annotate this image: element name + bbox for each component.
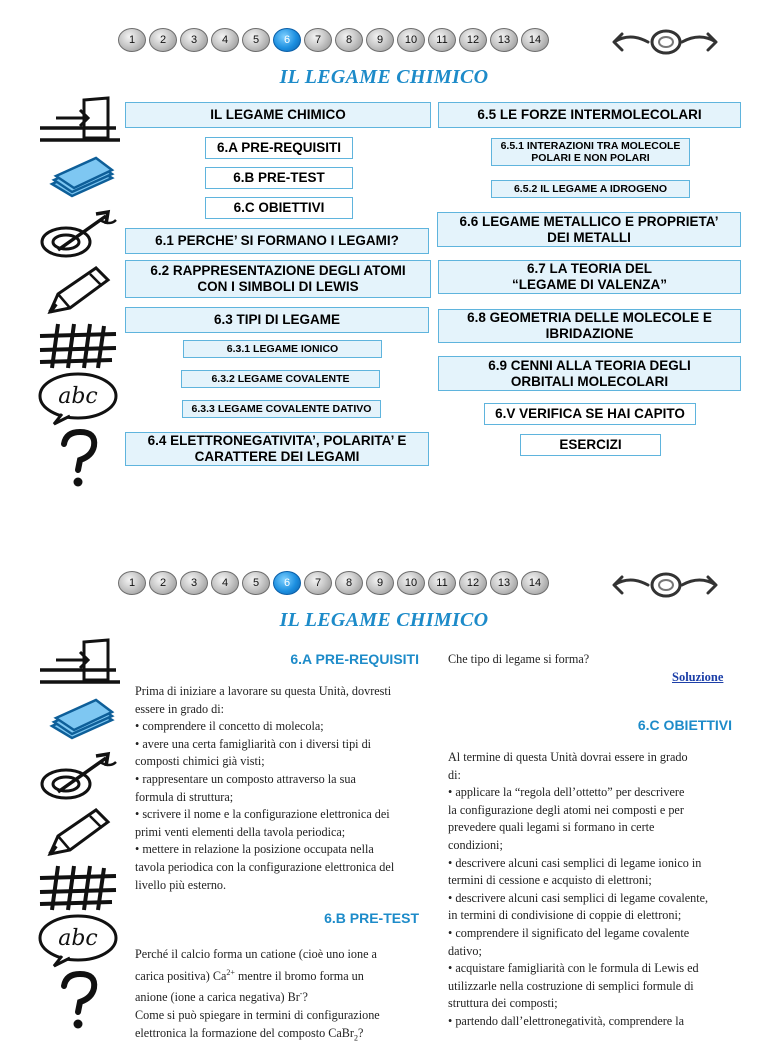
text-line: termini di cessione e acquisto di elettroni;	[448, 873, 652, 888]
index-link-6-4[interactable]	[125, 432, 429, 466]
index-link-6-3-3[interactable]: 6.3.3 LEGAME COVALENTE DATIVO	[182, 400, 381, 418]
pretest-line: Perché il calcio forma un catione (cioè uno ione a	[135, 947, 377, 961]
section-heading-prerequisiti: 6.A PRE-REQUISITI	[290, 651, 419, 667]
pretest-line: elettronica la formazione del composto CaBr$_2$?	[135, 1025, 364, 1042]
page-number-button[interactable]: 13	[490, 28, 518, 52]
index-link-6-8[interactable]	[438, 309, 741, 343]
index-link-6-7[interactable]	[438, 260, 741, 294]
notes-stack-icon[interactable]	[36, 154, 120, 204]
pencil-icon[interactable]	[36, 264, 120, 318]
pretest-question: Che tipo di legame si forma?	[448, 652, 590, 666]
page-number-button[interactable]: 13	[490, 571, 518, 595]
text-line: prevedere quali legami si formano in certe	[448, 820, 655, 835]
page-number-button[interactable]: 2	[149, 28, 177, 52]
grid-hash-icon[interactable]	[36, 862, 120, 912]
text-line: di:	[448, 767, 461, 782]
grid-hash-icon[interactable]	[36, 320, 120, 370]
text-line: struttura dei composti;	[448, 996, 558, 1011]
page-number-button[interactable]: 4	[211, 28, 239, 52]
index-link-6-9-line2: ORBITALI MOLECOLARI	[510, 373, 669, 389]
page-number-button[interactable]: 10	[397, 28, 425, 52]
index-link-6-5[interactable]: 6.5 LE FORZE INTERMOLECOLARI	[438, 102, 741, 128]
index-link-6-2[interactable]	[125, 260, 431, 298]
index-link-obiettivi[interactable]: 6.C OBIETTIVI	[205, 197, 353, 219]
door-exit-icon[interactable]	[36, 636, 120, 690]
page-number-button[interactable]: 9	[366, 571, 394, 595]
page-number-button[interactable]: 9	[366, 28, 394, 52]
text-line: utilizzarle nella costruzione di semplici formule di	[448, 978, 694, 993]
pretest-line: anione (ione a carica negativa) Br-?	[135, 989, 308, 1005]
index-link-6-5-2[interactable]: 6.5.2 IL LEGAME A IDROGENO	[491, 180, 690, 198]
notes-stack-icon[interactable]	[36, 696, 120, 746]
page-number-button[interactable]: 7	[304, 28, 332, 52]
forward-arrow-icon[interactable]	[682, 577, 716, 593]
question-mark-icon[interactable]	[36, 970, 120, 1030]
index-link-6-8-line2: IBRIDAZIONE	[545, 326, 634, 341]
text-line: • partendo dall’elettronegatività, comprendere la	[448, 1013, 685, 1028]
nav-arrows-2	[608, 565, 720, 605]
obiettivi-text	[448, 749, 738, 1031]
text-line: primi venti elementi della tavola periodica;	[135, 824, 346, 839]
page-title: IL LEGAME CHIMICO	[279, 66, 489, 88]
text-line: la configurazione degli atomi nei composti e per	[448, 802, 684, 817]
page-number-button[interactable]: 6	[273, 28, 301, 52]
index-link-verifica[interactable]: 6.V VERIFICA SE HAI CAPITO	[484, 403, 696, 425]
text-line: composti chimici già visti;	[135, 754, 265, 769]
index-link-esercizi[interactable]: ESERCIZI	[520, 434, 661, 456]
text-line: • descrivere alcuni casi semplici di legame ionico in	[448, 855, 702, 870]
text-line: livello più esterno.	[135, 877, 227, 892]
index-link-6-9[interactable]	[438, 356, 741, 391]
forward-arrow-icon[interactable]	[682, 34, 716, 50]
page-number-button[interactable]: 6	[273, 571, 301, 595]
text-line: • scrivere il nome e la configurazione elettronica dei	[135, 807, 390, 822]
target-arrow-icon[interactable]	[36, 206, 120, 264]
pretest-line: carica positiva) $Ca^{2+}$ mentre il bromo forma un	[135, 967, 364, 983]
page-number-button[interactable]: 7	[304, 571, 332, 595]
pencil-icon[interactable]	[36, 806, 120, 860]
text-line: • rappresentare un composto attraverso la sua	[135, 771, 356, 786]
index-link-6-2-line2: CON I SIMBOLI DI LEWIS	[197, 279, 359, 294]
page-number-button[interactable]: 8	[335, 571, 363, 595]
page-number-button[interactable]: 11	[428, 28, 456, 52]
page-number-button[interactable]: 1	[118, 28, 146, 52]
page-number-button[interactable]: 10	[397, 571, 425, 595]
index-link-6-5-1[interactable]	[491, 138, 690, 166]
index-link-prerequisiti[interactable]: 6.A PRE-REQUISITI	[205, 137, 353, 159]
target-arrow-icon[interactable]	[36, 748, 120, 806]
page-number-button[interactable]: 1	[118, 571, 146, 595]
index-link-6-5-1-line2: POLARI E NON POLARI	[531, 152, 650, 164]
text-line: essere in grado di:	[135, 701, 225, 716]
page-number-button[interactable]: 5	[242, 28, 270, 52]
back-arrow-icon[interactable]	[614, 577, 648, 593]
abc-speech-icon[interactable]	[36, 912, 120, 968]
prerequisiti-text	[135, 683, 425, 894]
index-link-6-6[interactable]	[437, 212, 741, 247]
index-link-6-1[interactable]: 6.1 PERCHE’ SI FORMANO I LEGAMI?	[125, 228, 429, 254]
door-exit-icon[interactable]	[36, 94, 120, 148]
question-mark-icon[interactable]	[36, 428, 120, 488]
index-link-pretest[interactable]: 6.B PRE-TEST	[205, 167, 353, 189]
index-link-6-7-line2: “LEGAME DI VALENZA”	[512, 277, 667, 292]
index-link-6-4-line2: CARATTERE DEI LEGAMI	[194, 449, 360, 464]
solution-link[interactable]: Soluzione	[672, 670, 724, 684]
page-number-button[interactable]: 3	[180, 28, 208, 52]
index-link-6-5-1-line1: 6.5.1 INTERAZIONI TRA MOLECOLE	[500, 140, 681, 152]
index-link-6-2-line1: 6.2 RAPPRESENTAZIONE DEGLI ATOMI	[150, 263, 406, 278]
page-number-button[interactable]: 4	[211, 571, 239, 595]
text-line: Prima di iniziare a lavorare su questa Unità, dovresti	[135, 684, 392, 698]
page-number-button[interactable]: 5	[242, 571, 270, 595]
page-number-button[interactable]: 3	[180, 571, 208, 595]
index-link-6-3-2[interactable]: 6.3.2 LEGAME COVALENTE	[181, 370, 380, 388]
page-number-button[interactable]: 11	[428, 571, 456, 595]
text-line: • descrivere alcuni casi semplici di legame covalente,	[448, 890, 709, 905]
text-line: • mettere in relazione la posizione occupata nella	[135, 842, 374, 857]
section-heading-obiettivi: 6.C OBIETTIVI	[637, 717, 732, 733]
home-swirl-icon[interactable]	[652, 31, 680, 53]
text-line: dativo;	[448, 943, 482, 958]
index-link-6-7-line1: 6.7 LA TEORIA DEL	[526, 261, 652, 276]
page-number-button[interactable]: 14	[521, 28, 549, 52]
text-line: condizioni;	[448, 837, 503, 852]
text-line: in termini di condivisione di coppie di elettroni;	[448, 908, 682, 923]
text-line: • avere una certa famigliarità con i diversi tipi di	[135, 736, 372, 751]
text-line: formula di struttura;	[135, 789, 234, 804]
index-link-6-3-1[interactable]: 6.3.1 LEGAME IONICO	[183, 340, 382, 358]
page-number-button[interactable]: 12	[459, 28, 487, 52]
svg-text:abc: abc	[58, 384, 98, 409]
index-link-6-6-line1: 6.6 LEGAME METALLICO E PROPRIETA’	[459, 213, 719, 229]
svg-text:abc: abc	[58, 926, 98, 951]
index-link-6-4-line1: 6.4 ELETTRONEGATIVITA’, POLARITA’ E	[147, 433, 407, 448]
page-number-strip	[118, 28, 549, 52]
text-line: • applicare la “regola dell’ottetto” per descrivere	[448, 785, 685, 800]
page-number-button[interactable]: 14	[521, 571, 549, 595]
index-link-6-9-line1: 6.9 CENNI ALLA TEORIA DEGLI	[488, 357, 691, 373]
pretest-line: Come si può spiegare in termini di configurazione	[135, 1007, 380, 1022]
page-number-button[interactable]: 2	[149, 571, 177, 595]
text-line: • comprendere il significato del legame covalente	[448, 925, 690, 940]
back-arrow-icon[interactable]	[614, 34, 648, 50]
text-line: • comprendere il concetto di molecola;	[135, 719, 324, 734]
page-number-strip-2	[118, 571, 549, 595]
index-link-6-6-line2: DEI METALLI	[547, 229, 631, 245]
nav-arrows	[608, 22, 720, 62]
index-link-6-8-line1: 6.8 GEOMETRIA DELLE MOLECOLE E	[467, 310, 712, 325]
text-line: • acquistare famigliarità con le formula di Lewis ed	[448, 961, 699, 976]
pretest-text	[135, 946, 425, 1047]
home-swirl-icon[interactable]	[652, 574, 680, 596]
page-title-2: IL LEGAME CHIMICO	[279, 609, 489, 631]
text-line: Al termine di questa Unità dovrai essere in grado	[448, 750, 688, 764]
page-number-button[interactable]: 12	[459, 571, 487, 595]
page-number-button[interactable]: 8	[335, 28, 363, 52]
index-link-main[interactable]: IL LEGAME CHIMICO	[125, 102, 431, 128]
index-link-6-3[interactable]: 6.3 TIPI DI LEGAME	[125, 307, 429, 333]
text-line: tavola periodica con la configurazione elettronica del	[135, 859, 395, 874]
abc-speech-icon[interactable]	[36, 370, 120, 426]
section-heading-pretest: 6.B PRE-TEST	[324, 910, 419, 926]
